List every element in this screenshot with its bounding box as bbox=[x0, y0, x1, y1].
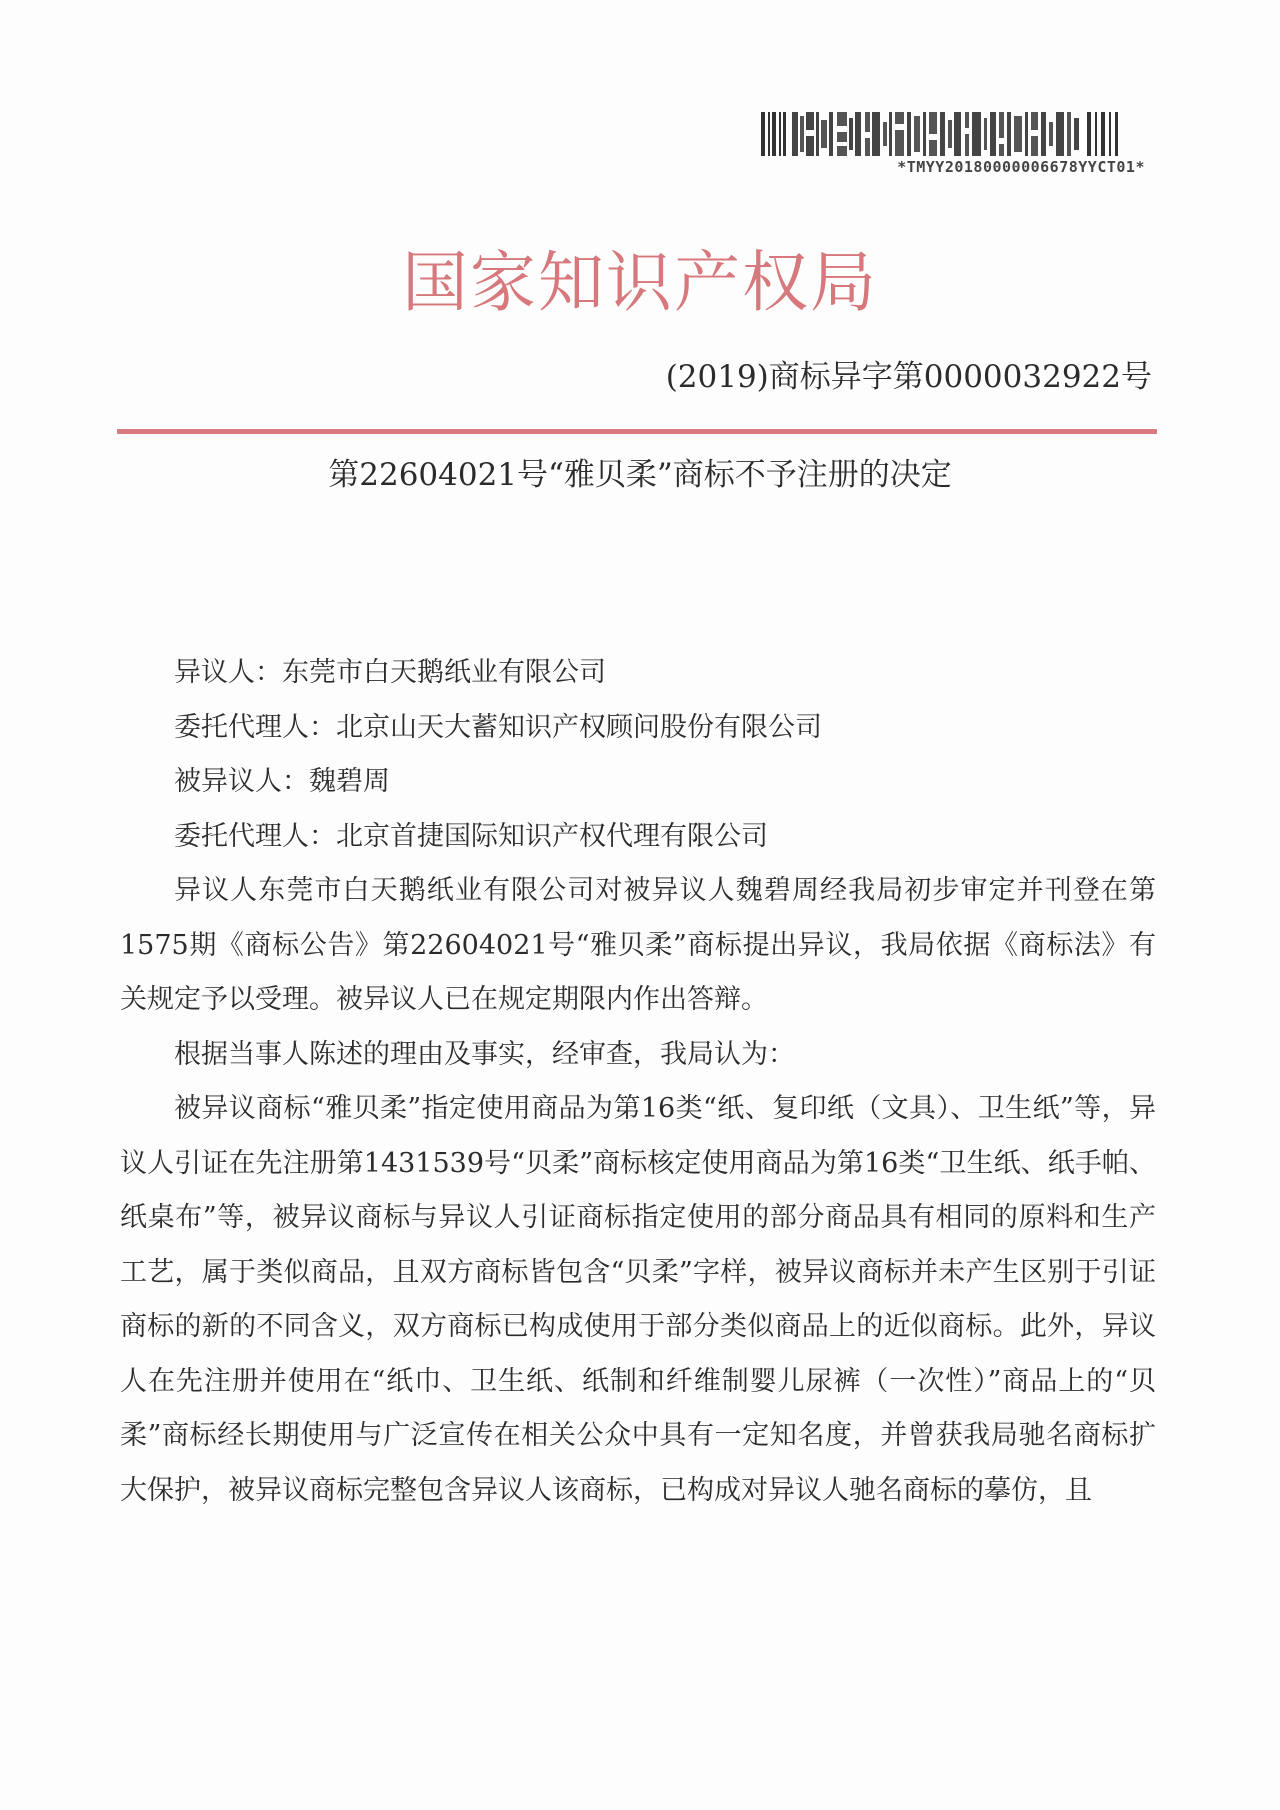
body-paragraph: 异议人东莞市白天鹅纸业有限公司对被异议人魏碧周经我局初步审定并刊登在第1575期《商标公告》第22604021号“雅贝柔”商标提出异议，我局依据《商标法》有关规定予以受理。被异议人已在规定期限内作出答辩。 bbox=[120, 875, 1156, 1015]
document-body bbox=[120, 646, 1156, 1518]
party-opposed-agent bbox=[120, 810, 1156, 865]
barcode-code-text: *TMYY20180000006678YYCT01* bbox=[897, 158, 1145, 176]
party-opposer bbox=[120, 646, 1156, 701]
party-label: 委托代理人 bbox=[174, 820, 309, 852]
party-separator: ： bbox=[309, 711, 336, 743]
body-paragraph: 被异议商标“雅贝柔”指定使用商品为第16类“纸、复印纸（文具）、卫生纸”等，异议人引证在先注册第1431539号“贝柔”商标核定使用商品为第16类“卫生纸、纸手帕、纸桌布”等，被异议商标与异议人引证商标指定使用的部分商品具有相同的原料和生产工艺，属于类似商品，且双方商标皆包含“贝柔”字样，被异议商标并未产生区别于引证商标的新的不同含义，双方商标已构成使用于部分类似商品上的近似商标。此外，异议人在先注册并使用在“纸巾、卫生纸、纸制和纤维制婴儿尿裤（一次性）”商品上的“贝柔”商标经长期使用与广泛宣传在相关公众中具有一定知名度，并曾获我局驰名商标扩大保护，被异议商标完整包含异议人该商标，已构成对异议人驰名商标的摹仿，且 bbox=[120, 1093, 1156, 1506]
body-paragraph: 根据当事人陈述的理由及事实，经审查，我局认为： bbox=[174, 1038, 795, 1070]
party-label: 被异议人 bbox=[174, 766, 282, 797]
party-opposed bbox=[120, 755, 1156, 810]
agency-title: 国家知识产权局 bbox=[402, 244, 878, 321]
decision-title: 第22604021号“雅贝柔”商标不予注册的决定 bbox=[328, 457, 952, 493]
party-value: 魏碧周 bbox=[309, 766, 390, 797]
party-value: 北京首捷国际知识产权代理有限公司 bbox=[336, 820, 768, 852]
barcode-block bbox=[755, 112, 1145, 176]
party-separator: ： bbox=[309, 820, 336, 852]
party-value: 北京山天大蓄知识产权顾问股份有限公司 bbox=[336, 711, 822, 743]
party-separator: ： bbox=[282, 766, 309, 797]
barcode-icon bbox=[761, 112, 1126, 156]
party-opposer-agent bbox=[120, 701, 1156, 756]
party-value: 东莞市白天鹅纸业有限公司 bbox=[282, 657, 606, 688]
party-separator: ： bbox=[255, 657, 282, 688]
party-label: 委托代理人 bbox=[174, 711, 309, 743]
party-label: 异议人 bbox=[174, 657, 255, 688]
header-divider bbox=[117, 429, 1157, 434]
document-number: (2019)商标异字第0000032922号 bbox=[665, 359, 1152, 395]
